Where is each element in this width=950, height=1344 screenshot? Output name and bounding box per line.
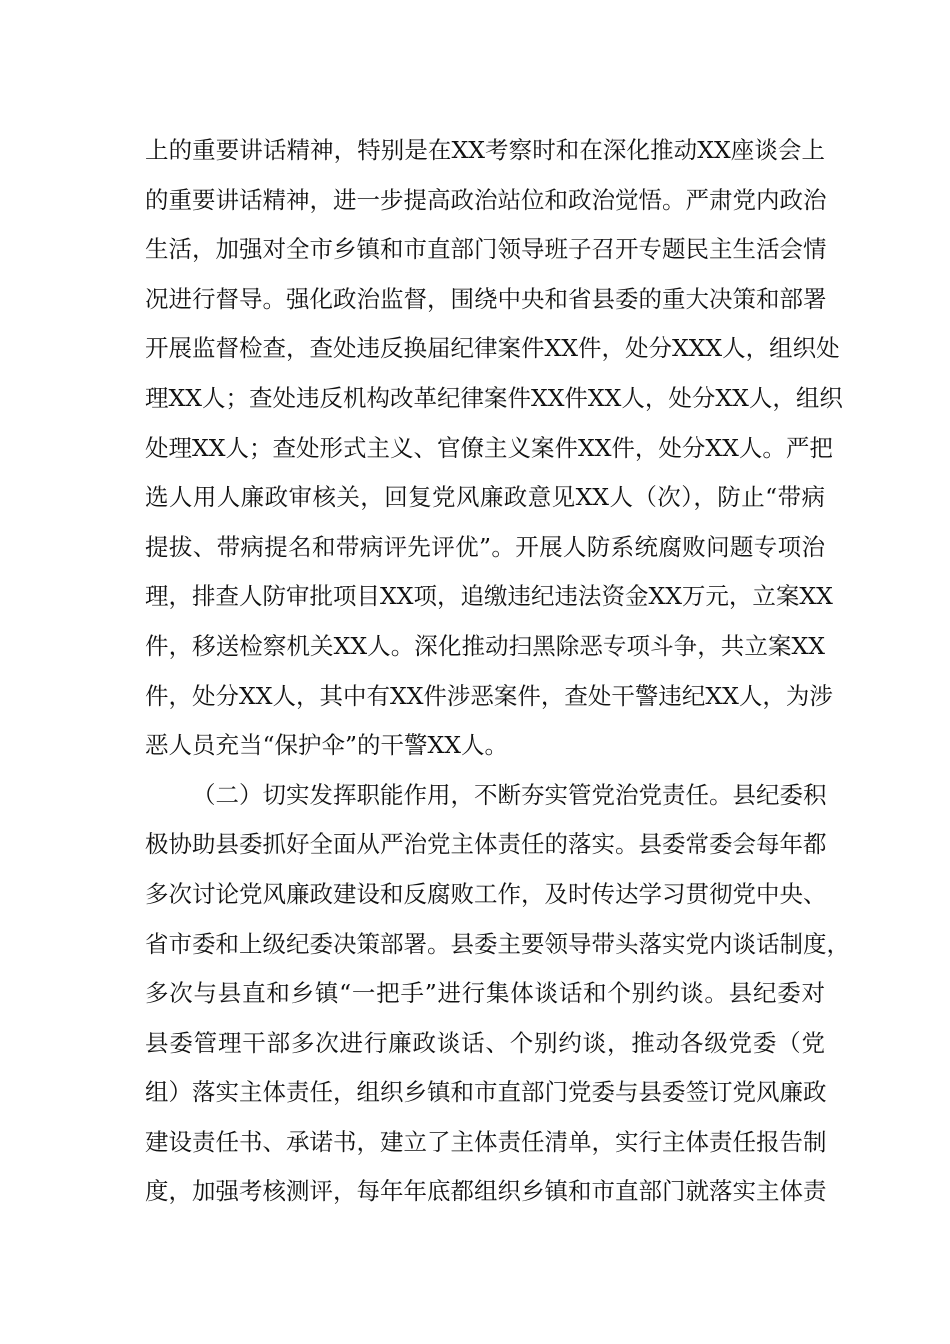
text-line: 度，加强考核测评，每年年底都组织乡镇和市直部门就落实主体责: [145, 1177, 827, 1206]
text-line: 的重要讲话精神，进一步提高政治站位和政治觉悟。严肃党内政治: [145, 185, 827, 214]
text-line: 多次讨论党风廉政建设和反腐败工作，及时传达学习贯彻党中央、: [145, 879, 827, 908]
text-line: 上的重要讲话精神，特别是在XX考察时和在深化推动XX座谈会上: [145, 136, 825, 164]
text-line: 建设责任书、承诺书，建立了主体责任清单，实行主体责任报告制: [145, 1127, 827, 1156]
text-line: 生活，加强对全市乡镇和市直部门领导班子召开专题民主生活会情: [145, 235, 827, 264]
text-line: 理，排查人防审批项目XX项，追缴违纪违法资金XX万元，立案XX: [145, 582, 833, 611]
body-text: [145, 126, 850, 1217]
text-line: 件，处分XX人，其中有XX件涉恶案件，查处干警违纪XX人，为涉: [145, 681, 833, 710]
text-line: 组）落实主体责任，组织乡镇和市直部门党委与县委签订党风廉政: [145, 1078, 827, 1107]
text-line: 县委管理干部多次进行廉政谈话、个别约谈，推动各级党委（党: [145, 1028, 825, 1057]
text-line: 处理XX人；查处形式主义、官僚主义案件XX件，处分XX人。严把: [145, 433, 833, 462]
text-line: 理XX人；查处违反机构改革纪律案件XX件XX人，处分XX人，组织: [145, 383, 843, 412]
text-line: 件，移送检察机关XX人。深化推动扫黑除恶专项斗争，共立案XX: [145, 631, 825, 660]
text-line: 多次与县直和乡镇“一把手”进行集体谈话和个别约谈。县纪委对: [145, 979, 825, 1008]
text-line: 选人用人廉政审核关，回复党风廉政意见XX人（次），防止“带病: [145, 483, 825, 512]
text-line-indented: （二）切实发挥职能作用，不断夯实管党治党责任。县纪委积: [192, 780, 827, 809]
text-line: 恶人员充当“保护伞”的干警XX人。: [145, 731, 508, 760]
paragraph-1: [145, 126, 843, 771]
text-line: 况进行督导。强化政治监督，围绕中央和省县委的重大决策和部署: [145, 284, 827, 313]
text-line: 提拔、带病提名和带病评先评优”。开展人防系统腐败问题专项治: [145, 532, 825, 561]
text-line: 省市委和上级纪委决策部署。县委主要领导带头落实党内谈话制度，: [145, 929, 850, 958]
text-line: 开展监督检查，查处违反换届纪律案件XX件，处分XXX人，组织处: [145, 334, 840, 363]
text-line: 极协助县委抓好全面从严治党主体责任的落实。县委常委会每年都: [145, 830, 827, 859]
paragraph-2: [145, 771, 850, 1217]
